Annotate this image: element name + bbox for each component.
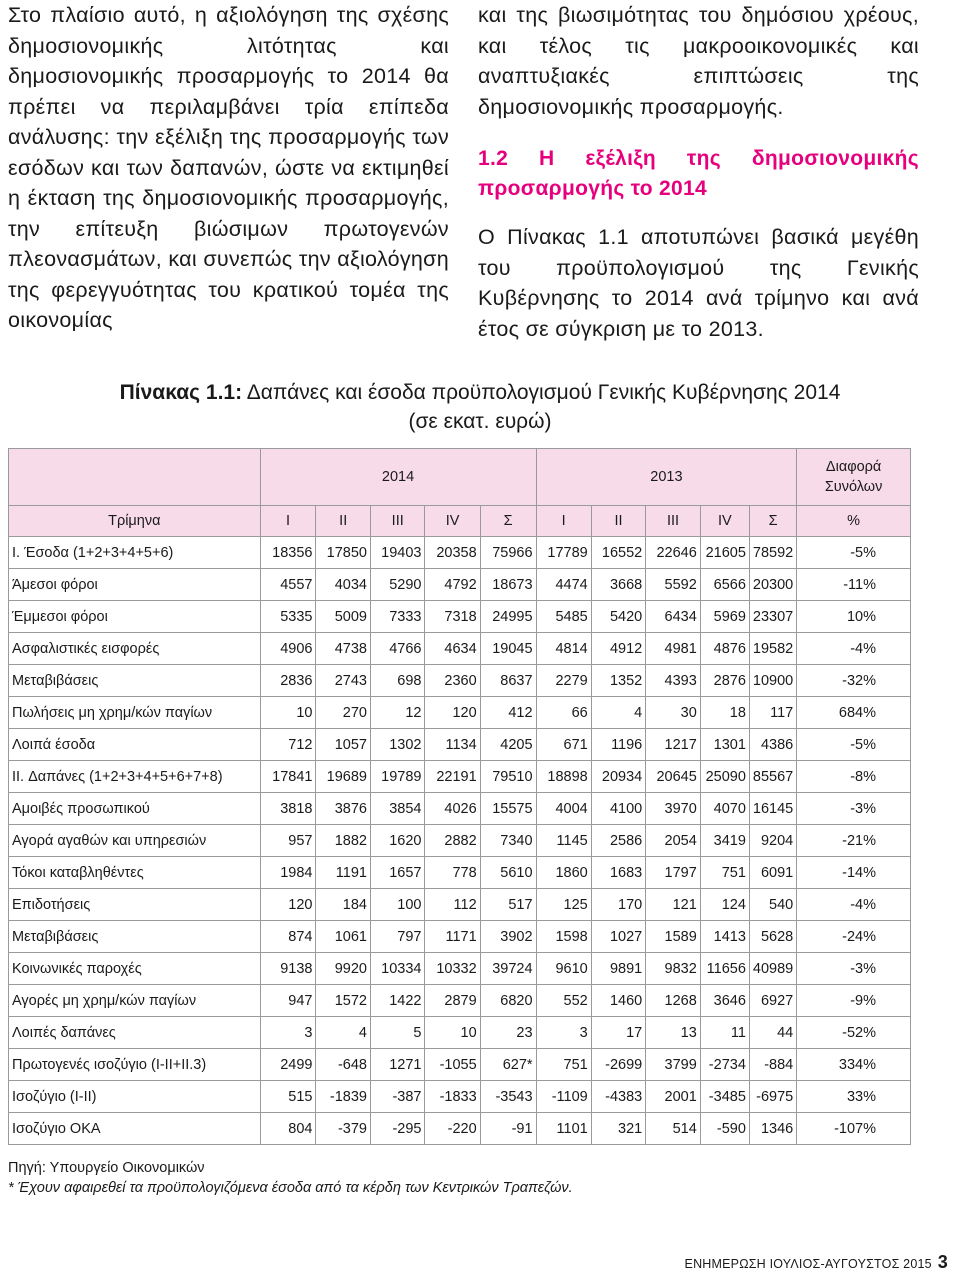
table-cell: 6927 — [749, 985, 796, 1017]
table-cell: 120 — [425, 697, 480, 729]
table-cell: 2879 — [425, 985, 480, 1017]
table-cell: 3876 — [316, 793, 371, 825]
table-cell: 5969 — [700, 601, 749, 633]
period-header-cell: I — [260, 506, 316, 537]
table-cell: 3970 — [646, 793, 701, 825]
table-cell: 10900 — [749, 665, 796, 697]
table-cell: 4814 — [536, 633, 591, 665]
table-cell: 698 — [370, 665, 425, 697]
table-cell: 5 — [370, 1017, 425, 1049]
table-cell: 9832 — [646, 953, 701, 985]
table-cell: 4876 — [700, 633, 749, 665]
period-header-cell: IV — [700, 506, 749, 537]
table-cell: 22646 — [646, 537, 701, 569]
table-cell: 4557 — [260, 569, 316, 601]
table-cell: 1797 — [646, 857, 701, 889]
table-cell: 18898 — [536, 761, 591, 793]
table-cell: 2054 — [646, 825, 701, 857]
table-cell: 20358 — [425, 537, 480, 569]
table-cell: -590 — [700, 1113, 749, 1145]
period-header-cell: Σ — [749, 506, 796, 537]
table-cell: 16145 — [749, 793, 796, 825]
table-cell: -5% — [797, 537, 911, 569]
table-cell: 5335 — [260, 601, 316, 633]
table-cell: 10% — [797, 601, 911, 633]
table-cell: 3 — [260, 1017, 316, 1049]
table-cell: 1134 — [425, 729, 480, 761]
row-label: Αμοιβές προσωπικού — [9, 793, 261, 825]
table-cell: 1352 — [591, 665, 646, 697]
body-paragraph: Στο πλαίσιο αυτό, η αξιολόγηση της σχέσης δημοσιονομικής λιτότητας και δημοσιονομικής προσαρμογής το 2014 θα πρέπει να περιλαμβάνει τρία επίπεδα ανάλυσης: την εξέλιξη της προσαρμογής των εσόδων και των δαπανών, ώστε να εκτιμηθεί η έκταση της δημοσιονομικής προσαρμογής, την επίτευξη βιώσιμων πρωτογενών πλεονασμάτων, και συνεπώς την αξιολόγηση της φερεγγυότητας του κρατικού τομέα της οικονομίας — [8, 3, 449, 332]
table-cell: 4 — [316, 1017, 371, 1049]
table-cell: -52% — [797, 1017, 911, 1049]
table-cell: -884 — [749, 1049, 796, 1081]
period-header-cell: III — [370, 506, 425, 537]
table-cell: 4386 — [749, 729, 796, 761]
table-cell: 25090 — [700, 761, 749, 793]
publication-name: ΕΝΗΜΕΡΩΣΗ ΙΟΥΛΙΟΣ-ΑΥΓΟΥΣΤΟΣ 2015 — [684, 1257, 932, 1271]
table-cell: 2743 — [316, 665, 371, 697]
body-paragraph: και της βιωσιμότητας του δημόσιου χρέους, και τέλος τις μακροοικονομικές και αναπτυξιακές επιπτώσεις της δημοσιονομικής προσαρμογής. — [478, 3, 919, 119]
table-cell: 17789 — [536, 537, 591, 569]
difference-header-line1: Διαφορά — [825, 459, 882, 475]
table-cell: 117 — [749, 697, 796, 729]
period-header-cell: % — [797, 506, 911, 537]
right-column — [478, 0, 919, 344]
table-cell: 20645 — [646, 761, 701, 793]
table-cell: -9% — [797, 985, 911, 1017]
table-cell: -3% — [797, 793, 911, 825]
table-cell: 4004 — [536, 793, 591, 825]
table-cell: 1346 — [749, 1113, 796, 1145]
table-cell: -3% — [797, 953, 911, 985]
table-cell: 10334 — [370, 953, 425, 985]
table-cell: 10 — [260, 697, 316, 729]
table-cell: 6434 — [646, 601, 701, 633]
table-cell: 4026 — [425, 793, 480, 825]
table-cell: 270 — [316, 697, 371, 729]
table-cell: 4100 — [591, 793, 646, 825]
table-cell: -1833 — [425, 1081, 480, 1113]
difference-header-line2: Συνόλων — [824, 479, 883, 495]
table-cell: 184 — [316, 889, 371, 921]
row-label: Ασφαλιστικές εισφορές — [9, 633, 261, 665]
table-cell: 6820 — [480, 985, 536, 1017]
table-cell: 1061 — [316, 921, 371, 953]
row-label: Μεταβιβάσεις — [9, 665, 261, 697]
table-cell: 19045 — [480, 633, 536, 665]
table-cell: 9138 — [260, 953, 316, 985]
table-cell: 5290 — [370, 569, 425, 601]
table-cell: 3854 — [370, 793, 425, 825]
period-header-cell: I — [536, 506, 591, 537]
table-cell: 75966 — [480, 537, 536, 569]
table-cell: 17850 — [316, 537, 371, 569]
table-cell: 170 — [591, 889, 646, 921]
period-header-cell: Σ — [480, 506, 536, 537]
row-label: Πρωτογενές ισοζύγιο (I-II+II.3) — [9, 1049, 261, 1081]
row-label: Έμμεσοι φόροι — [9, 601, 261, 633]
table-cell: 334% — [797, 1049, 911, 1081]
table-cell: 19582 — [749, 633, 796, 665]
table-cell: 2586 — [591, 825, 646, 857]
table-row — [9, 985, 911, 1017]
table-cell: -379 — [316, 1113, 371, 1145]
table-cell: 4981 — [646, 633, 701, 665]
table-cell: 19689 — [316, 761, 371, 793]
table-cell: 1657 — [370, 857, 425, 889]
table-cell: 3 — [536, 1017, 591, 1049]
table-cell: 1196 — [591, 729, 646, 761]
table-title-text: Δαπάνες και έσοδα προϋπολογισμού Γενικής Κυβέρνησης 2014 — [242, 381, 841, 404]
table-cell: 17 — [591, 1017, 646, 1049]
table-cell: 19403 — [370, 537, 425, 569]
row-label: I. Έσοδα (1+2+3+4+5+6) — [9, 537, 261, 569]
table-cell: 947 — [260, 985, 316, 1017]
year-2013-header: 2013 — [536, 449, 797, 506]
table-cell: 39724 — [480, 953, 536, 985]
table-row — [9, 857, 911, 889]
table-cell: 3668 — [591, 569, 646, 601]
table-cell: 712 — [260, 729, 316, 761]
row-label: Κοινωνικές παροχές — [9, 953, 261, 985]
table-cell: 79510 — [480, 761, 536, 793]
table-cell: -21% — [797, 825, 911, 857]
table-row — [9, 889, 911, 921]
table-cell: -8% — [797, 761, 911, 793]
table-cell: 18673 — [480, 569, 536, 601]
table-cell: 18356 — [260, 537, 316, 569]
table-row — [9, 1049, 911, 1081]
table-cell: 1271 — [370, 1049, 425, 1081]
table-cell: 5628 — [749, 921, 796, 953]
table-row — [9, 633, 911, 665]
table-cell: 874 — [260, 921, 316, 953]
table-cell: 121 — [646, 889, 701, 921]
table-cell: -648 — [316, 1049, 371, 1081]
table-cell: 1620 — [370, 825, 425, 857]
table-cell: -4% — [797, 633, 911, 665]
table-cell: 751 — [536, 1049, 591, 1081]
table-cell: -387 — [370, 1081, 425, 1113]
page-number: 3 — [937, 1252, 948, 1272]
table-cell: 13 — [646, 1017, 701, 1049]
table-cell: 7333 — [370, 601, 425, 633]
table-cell: 1422 — [370, 985, 425, 1017]
table-title-label: Πίνακας 1.1: — [119, 381, 243, 404]
body-paragraph: Ο Πίνακας 1.1 αποτυπώνει βασικά μεγέθη του προϋπολογισμού της Γενικής Κυβέρνησης το 2014 ανά τρίμηνο και ανά έτος σε σύγκριση με το 2013. — [478, 225, 919, 341]
table-cell: 33% — [797, 1081, 911, 1113]
year-2014-header: 2014 — [260, 449, 536, 506]
table-cell: 1027 — [591, 921, 646, 953]
table-cell: -91 — [480, 1113, 536, 1145]
table-cell: 3646 — [700, 985, 749, 1017]
table-row — [9, 1113, 911, 1145]
table-row — [9, 761, 911, 793]
table-cell: 3902 — [480, 921, 536, 953]
table-row — [9, 569, 911, 601]
table-cell: 11656 — [700, 953, 749, 985]
table-cell: -3543 — [480, 1081, 536, 1113]
table-cell: 24995 — [480, 601, 536, 633]
footnote: * Έχουν αφαιρεθεί τα προϋπολογιζόμενα έσοδα από τα κέρδη των Κεντρικών Τραπεζών. — [8, 1180, 573, 1196]
table-row — [9, 1081, 911, 1113]
table-row — [9, 665, 911, 697]
table-cell: 120 — [260, 889, 316, 921]
table-cell: 552 — [536, 985, 591, 1017]
period-header-cell: IV — [425, 506, 480, 537]
year-header-row — [9, 449, 911, 506]
row-label: Ισοζύγιο ΟΚΑ — [9, 1113, 261, 1145]
row-label: Μεταβιβάσεις — [9, 921, 261, 953]
row-label: Ισοζύγιο (I-II) — [9, 1081, 261, 1113]
table-cell: 1171 — [425, 921, 480, 953]
table-cell: 9920 — [316, 953, 371, 985]
table-cell: 112 — [425, 889, 480, 921]
table-cell: 1882 — [316, 825, 371, 857]
table-cell: 515 — [260, 1081, 316, 1113]
table-cell: 6091 — [749, 857, 796, 889]
table-cell: -1839 — [316, 1081, 371, 1113]
table-cell: -6975 — [749, 1081, 796, 1113]
table-cell: -14% — [797, 857, 911, 889]
table-cell: 4205 — [480, 729, 536, 761]
table-row — [9, 793, 911, 825]
table-cell: 1572 — [316, 985, 371, 1017]
row-label: Άμεσοι φόροι — [9, 569, 261, 601]
table-cell: 4070 — [700, 793, 749, 825]
table-cell: -2699 — [591, 1049, 646, 1081]
table-cell: 1268 — [646, 985, 701, 1017]
table-cell: 4766 — [370, 633, 425, 665]
table-cell: 540 — [749, 889, 796, 921]
row-label: Επιδοτήσεις — [9, 889, 261, 921]
table-cell: 19789 — [370, 761, 425, 793]
table-cell: 5009 — [316, 601, 371, 633]
table-cell: 9204 — [749, 825, 796, 857]
table-cell: 1860 — [536, 857, 591, 889]
period-header-cell: III — [646, 506, 701, 537]
table-cell: -4% — [797, 889, 911, 921]
row-label: Λοιπές δαπάνες — [9, 1017, 261, 1049]
difference-header — [797, 449, 911, 506]
table-cell: 2279 — [536, 665, 591, 697]
table-row — [9, 921, 911, 953]
table-cell: 8637 — [480, 665, 536, 697]
table-row — [9, 953, 911, 985]
table-cell: 20934 — [591, 761, 646, 793]
table-cell: 1302 — [370, 729, 425, 761]
table-cell: 2499 — [260, 1049, 316, 1081]
table-cell: -220 — [425, 1113, 480, 1145]
table-cell: 9891 — [591, 953, 646, 985]
table-cell: 125 — [536, 889, 591, 921]
row-label: Λοιπά έσοδα — [9, 729, 261, 761]
source-note: Πηγή: Υπουργείο Οικονομικών — [8, 1160, 205, 1176]
table-cell: 9610 — [536, 953, 591, 985]
table-cell: 1101 — [536, 1113, 591, 1145]
table-cell: 5420 — [591, 601, 646, 633]
table-cell: 66 — [536, 697, 591, 729]
period-header-cell: II — [591, 506, 646, 537]
table-cell: 4906 — [260, 633, 316, 665]
table-cell: 1683 — [591, 857, 646, 889]
table-cell: 321 — [591, 1113, 646, 1145]
table-cell: -24% — [797, 921, 911, 953]
row-label: Πωλήσεις μη χρημ/κών παγίων — [9, 697, 261, 729]
table-cell: -3485 — [700, 1081, 749, 1113]
table-cell: 1057 — [316, 729, 371, 761]
table-cell: 4912 — [591, 633, 646, 665]
table-cell: 751 — [700, 857, 749, 889]
table-cell: 2882 — [425, 825, 480, 857]
table-cell: 10 — [425, 1017, 480, 1049]
table-cell: 3419 — [700, 825, 749, 857]
table-row — [9, 697, 911, 729]
table-cell: 7318 — [425, 601, 480, 633]
table-cell: 17841 — [260, 761, 316, 793]
table-cell: 16552 — [591, 537, 646, 569]
table-cell: 44 — [749, 1017, 796, 1049]
table-cell: -11% — [797, 569, 911, 601]
table-cell: 1413 — [700, 921, 749, 953]
table-cell: -1109 — [536, 1081, 591, 1113]
row-label: Τόκοι καταβληθέντες — [9, 857, 261, 889]
table-cell: 1217 — [646, 729, 701, 761]
table-row — [9, 825, 911, 857]
table-cell: 2876 — [700, 665, 749, 697]
table-cell: 2836 — [260, 665, 316, 697]
period-header-cell: II — [316, 506, 371, 537]
table-cell: 804 — [260, 1113, 316, 1145]
table-row — [9, 537, 911, 569]
table-cell: 23307 — [749, 601, 796, 633]
table-cell: -295 — [370, 1113, 425, 1145]
table-cell: 797 — [370, 921, 425, 953]
table-cell: 124 — [700, 889, 749, 921]
table-cell: 5592 — [646, 569, 701, 601]
table-cell: 4738 — [316, 633, 371, 665]
table-cell: 4634 — [425, 633, 480, 665]
table-cell: 1589 — [646, 921, 701, 953]
table-cell: 22191 — [425, 761, 480, 793]
table-cell: 514 — [646, 1113, 701, 1145]
table-cell: 4393 — [646, 665, 701, 697]
table-cell: 778 — [425, 857, 480, 889]
table-cell: 671 — [536, 729, 591, 761]
table-cell: 1984 — [260, 857, 316, 889]
table-cell: 5485 — [536, 601, 591, 633]
table-cell: 21605 — [700, 537, 749, 569]
table-cell: 15575 — [480, 793, 536, 825]
table-cell: 6566 — [700, 569, 749, 601]
table-cell: 1145 — [536, 825, 591, 857]
table-cell: 1598 — [536, 921, 591, 953]
table-cell: 3818 — [260, 793, 316, 825]
table-cell: 4792 — [425, 569, 480, 601]
table-cell: -1055 — [425, 1049, 480, 1081]
row-label: II. Δαπάνες (1+2+3+4+5+6+7+8) — [9, 761, 261, 793]
table-cell: 11 — [700, 1017, 749, 1049]
table-row — [9, 1017, 911, 1049]
table-cell: -32% — [797, 665, 911, 697]
empty-header-cell — [9, 449, 261, 506]
table-cell: 684% — [797, 697, 911, 729]
section-heading: 1.2 Η εξέλιξη της δημοσιονομικής προσαρμογής το 2014 — [478, 147, 919, 200]
table-cell: 2001 — [646, 1081, 701, 1113]
table-cell: -4383 — [591, 1081, 646, 1113]
table-cell: 1301 — [700, 729, 749, 761]
table-cell: 517 — [480, 889, 536, 921]
table-cell: 100 — [370, 889, 425, 921]
table-cell: 627* — [480, 1049, 536, 1081]
left-column — [8, 0, 449, 336]
page-footer — [685, 1252, 948, 1273]
table-cell: 23 — [480, 1017, 536, 1049]
table-cell: -107% — [797, 1113, 911, 1145]
table-cell: 957 — [260, 825, 316, 857]
table-cell: 78592 — [749, 537, 796, 569]
table-cell: 412 — [480, 697, 536, 729]
table-subtitle: (σε εκατ. ευρώ) — [408, 410, 552, 433]
table-cell: 30 — [646, 697, 701, 729]
row-label: Αγορές μη χρημ/κών παγίων — [9, 985, 261, 1017]
row-label: Αγορά αγαθών και υπηρεσιών — [9, 825, 261, 857]
table-cell: 10332 — [425, 953, 480, 985]
table-row — [9, 729, 911, 761]
table-cell: 12 — [370, 697, 425, 729]
table-cell: 2360 — [425, 665, 480, 697]
table-cell: -2734 — [700, 1049, 749, 1081]
table-cell: 7340 — [480, 825, 536, 857]
table-cell: 1460 — [591, 985, 646, 1017]
table-cell: 3799 — [646, 1049, 701, 1081]
table-row — [9, 601, 911, 633]
table-cell: -5% — [797, 729, 911, 761]
table-cell: 20300 — [749, 569, 796, 601]
period-header-row — [9, 506, 911, 537]
table-cell: 4 — [591, 697, 646, 729]
table-title — [0, 378, 960, 436]
budget-table — [8, 448, 911, 1145]
table-cell: 85567 — [749, 761, 796, 793]
table-cell: 1191 — [316, 857, 371, 889]
table-cell: 5610 — [480, 857, 536, 889]
table-cell: 40989 — [749, 953, 796, 985]
table-cell: 18 — [700, 697, 749, 729]
table-cell: 4474 — [536, 569, 591, 601]
period-label: Τρίμηνα — [9, 506, 261, 537]
table-cell: 4034 — [316, 569, 371, 601]
